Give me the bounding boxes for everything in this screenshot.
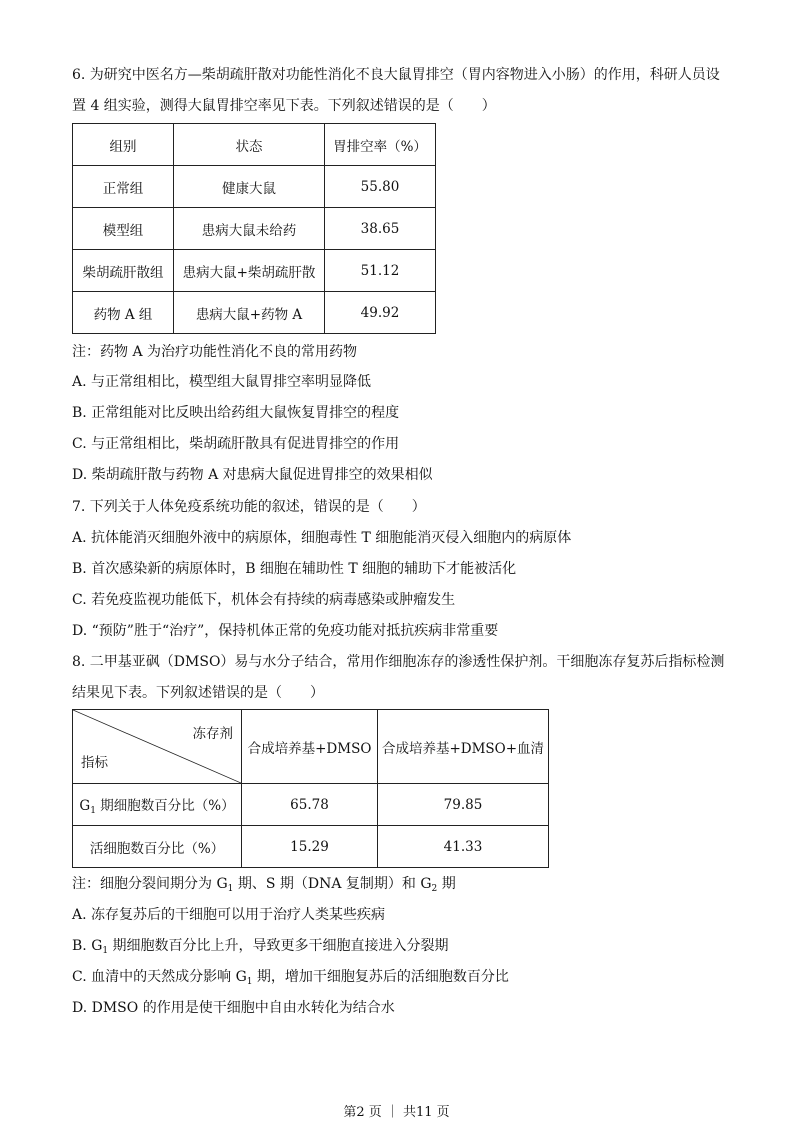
table-row xyxy=(73,826,549,868)
q8-stem-line2: 结果见下表。下列叙述错误的是（ ） xyxy=(72,685,324,701)
table-cell: 51.12 xyxy=(325,250,436,292)
table-cell: 79.85 xyxy=(378,784,549,826)
table-header-row xyxy=(73,124,436,166)
table-cell: 健康大鼠 xyxy=(174,166,325,208)
text: B. G xyxy=(72,938,103,954)
q8-stem-line1: 8. 二甲基亚砜（DMSO）易与水分子结合，常用作细胞冻存的渗透性保护剂。干细胞冻存复苏后指标检测 xyxy=(72,654,725,670)
q6-option-c: C. 与正常组相比，柴胡疏肝散具有促进胃排空的作用 xyxy=(72,436,400,452)
subscript: 2 xyxy=(431,884,438,894)
table-row xyxy=(73,208,436,250)
header-cell: 状态 xyxy=(174,124,325,166)
subscript: 1 xyxy=(90,805,96,816)
table-cell: 正常组 xyxy=(73,166,174,208)
table-cell: 柴胡疏肝散组 xyxy=(73,250,174,292)
q8-table xyxy=(72,709,549,868)
q7-option-b: B. 首次感染新的病原体时，B 细胞在辅助性 T 细胞的辅助下才能被活化 xyxy=(72,561,517,577)
cell-text: 期细胞数百分比（%） xyxy=(95,797,235,814)
table-row xyxy=(73,292,436,334)
q8-option-c xyxy=(72,967,509,992)
table-cell: 患病大鼠+柴胡疏肝散 xyxy=(174,250,325,292)
table-cell: 49.92 xyxy=(325,292,436,334)
table-cell: 15.29 xyxy=(242,826,378,868)
cell-text: G xyxy=(79,797,91,814)
q8-option-b xyxy=(72,936,449,961)
q6-table xyxy=(72,123,436,334)
table-header-row xyxy=(73,710,549,784)
page-footer: 第2 页 ｜ 共11 页 xyxy=(343,1105,450,1120)
table-cell: 药物 A 组 xyxy=(73,292,174,334)
table-cell: 55.80 xyxy=(325,166,436,208)
subscript: 1 xyxy=(246,977,253,987)
header-cell: 胃排空率（%） xyxy=(325,124,436,166)
q6-option-d: D. 柴胡疏肝散与药物 A 对患病大鼠促进胃排空的效果相似 xyxy=(72,467,433,483)
q6-stem-line2: 置 4 组实验，测得大鼠胃排空率见下表。下列叙述错误的是（ ） xyxy=(72,98,496,114)
q7-option-a: A. 抗体能消灭细胞外液中的病原体，细胞毒性 T 细胞能消灭侵入细胞内的病原体 xyxy=(72,530,572,546)
text: 期细胞数百分比上升，导致更多干细胞直接进入分裂期 xyxy=(108,938,449,954)
q8-option-a: A. 冻存复苏后的干细胞可以用于治疗人类某些疾病 xyxy=(72,907,386,923)
q6-stem-line1: 6. 为研究中医名方—柴胡疏肝散对功能性消化不良大鼠胃排空（胃内容物进入小肠）的作用，科研人员设 xyxy=(72,67,720,83)
subscript: 1 xyxy=(102,946,109,956)
q7-stem: 7. 下列关于人体免疫系统功能的叙述，错误的是（ ） xyxy=(72,499,426,515)
table-cell: 活细胞数百分比（%） xyxy=(73,826,242,868)
q7-option-c: C. 若免疫监视功能低下，机体会有持续的病毒感染或肿瘤发生 xyxy=(72,592,456,608)
header-cell: 合成培养基+DMSO+血清 xyxy=(378,710,549,784)
header-cell: 合成培养基+DMSO xyxy=(242,710,378,784)
table-cell: 65.78 xyxy=(242,784,378,826)
table-row xyxy=(73,250,436,292)
text: 注：细胞分裂间期分为 G xyxy=(72,876,228,892)
diagonal-header-cell xyxy=(73,710,242,784)
q6-option-b: B. 正常组能对比反映出给药组大鼠恢复胃排空的程度 xyxy=(72,405,400,421)
corner-bottom-label: 指标 xyxy=(81,755,108,771)
text: 期，增加干细胞复苏后的活细胞数百分比 xyxy=(252,969,509,985)
q7-option-d: D. “预防”胜于“治疗”，保持机体正常的免疫功能对抵抗疾病非常重要 xyxy=(72,623,499,639)
text: C. 血清中的天然成分影响 G xyxy=(72,969,247,985)
table-cell xyxy=(73,784,242,826)
table-cell: 患病大鼠未给药 xyxy=(174,208,325,250)
table-row xyxy=(73,784,549,826)
q8-option-d: D. DMSO 的作用是使干细胞中自由水转化为结合水 xyxy=(72,1000,395,1016)
table-cell: 41.33 xyxy=(378,826,549,868)
q8-note xyxy=(72,874,456,899)
table-cell: 模型组 xyxy=(73,208,174,250)
corner-top-label: 冻存剂 xyxy=(192,726,233,742)
header-cell: 组别 xyxy=(73,124,174,166)
table-cell: 患病大鼠+药物 A xyxy=(174,292,325,334)
text: 期、S 期（DNA 复制期）和 G xyxy=(233,876,432,892)
text: 期 xyxy=(437,876,456,892)
q6-option-a: A. 与正常组相比，模型组大鼠胃排空率明显降低 xyxy=(72,374,372,390)
table-cell: 38.65 xyxy=(325,208,436,250)
table-row xyxy=(73,166,436,208)
subscript: 1 xyxy=(227,884,234,894)
diagonal-line xyxy=(73,710,241,783)
q6-note: 注：药物 A 为治疗功能性消化不良的常用药物 xyxy=(72,344,358,360)
